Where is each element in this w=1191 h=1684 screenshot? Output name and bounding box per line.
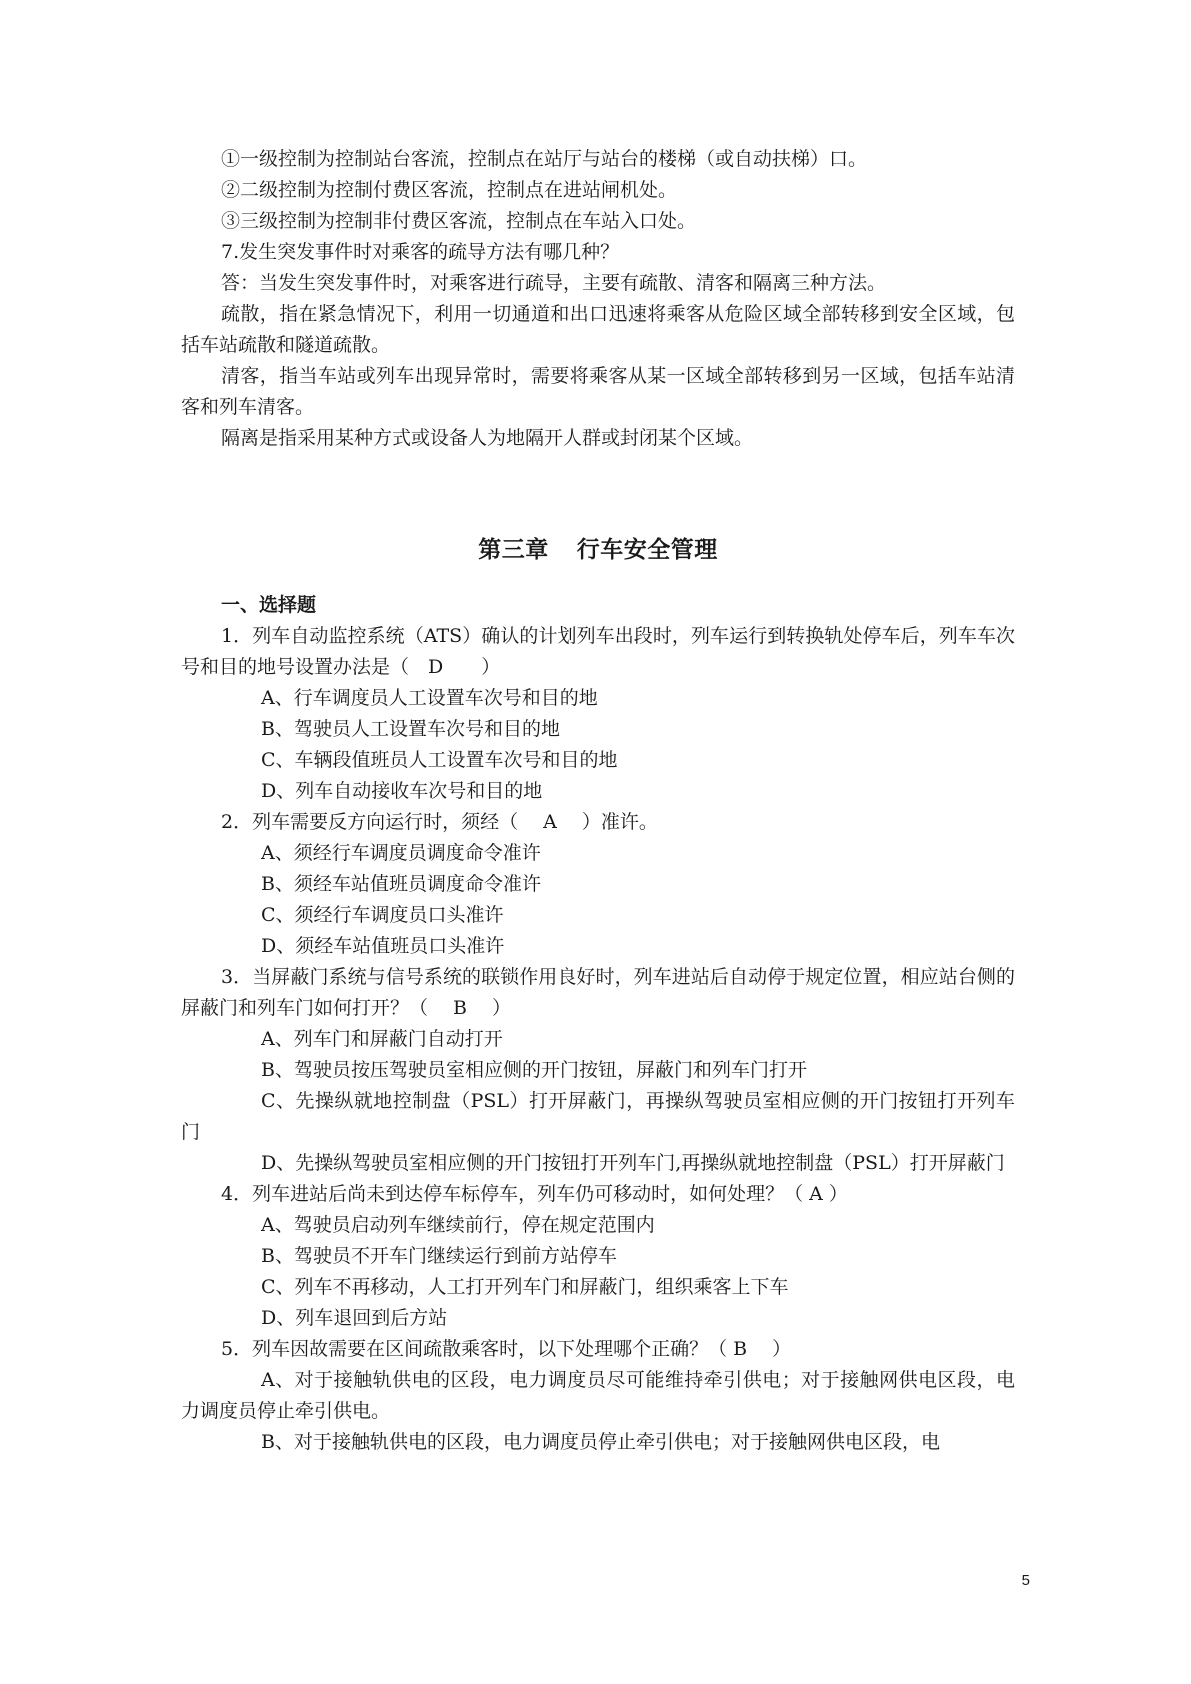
paragraph-control-level-3: ③三级控制为控制非付费区客流，控制点在车站入口处。 <box>221 210 697 232</box>
question-stem: 1．列车自动监控系统（ATS）确认的计划列车出段时，列车运行到转换轨处停车后，列车车次号和目的地号设置办法是（ D ） <box>181 625 1015 678</box>
question-option: A、列车门和屏蔽门自动打开 <box>261 1028 503 1050</box>
question-option: D、先操纵驾驶员室相应侧的开门按钮打开列车门,再操纵就地控制盘（PSL）打开屏蔽门 <box>261 1152 1005 1174</box>
paragraph-control-level-1: ①一级控制为控制站台客流，控制点在站厅与站台的楼梯（或自动扶梯）口。 <box>221 148 868 170</box>
chapter-title <box>181 534 1015 566</box>
question-stem: 2．列车需要反方向运行时，须经（ A ）准许。 <box>221 811 658 833</box>
spacer <box>181 566 1015 590</box>
question-option: C、须经行车调度员口头准许 <box>261 904 504 926</box>
question-option: C、先操纵就地控制盘（PSL）打开屏蔽门，再操纵驾驶员室相应侧的开门按钮打开列车门 <box>181 1090 1015 1143</box>
question-option: B、对于接触轨供电的区段，电力调度员停止牵引供电；对于接触网供电区段，电 <box>261 1431 940 1453</box>
question-option: C、列车不再移动，人工打开列车门和屏蔽门，组织乘客上下车 <box>261 1276 789 1298</box>
question-option: B、须经车站值班员调度命令准许 <box>261 873 541 895</box>
section-title: 一、选择题 <box>221 594 317 616</box>
question-option: C、车辆段值班员人工设置车次号和目的地 <box>261 749 618 771</box>
question-option: D、列车退回到后方站 <box>261 1307 448 1329</box>
question-option: B、驾驶员按压驾驶员室相应侧的开门按钮，屏蔽门和列车门打开 <box>261 1059 807 1081</box>
paragraph-evacuation: 疏散，指在紧急情况下，利用一切通道和出口迅速将乘客从危险区域全部转移到安全区域，包括车站疏散和隧道疏散。 <box>181 303 1015 356</box>
chapter-name: 行车安全管理 <box>576 537 718 563</box>
question-option: D、须经车站值班员口头准许 <box>261 935 505 957</box>
question-stem: 4．列车进站后尚未到达停车标停车，列车仍可移动时，如何处理？（ A ） <box>221 1183 848 1205</box>
spacer <box>181 454 1015 534</box>
question-option: A、驾驶员启动列车继续前行，停在规定范围内 <box>261 1214 655 1236</box>
question-option: A、对于接触轨供电的区段，电力调度员尽可能维持牵引供电；对于接触网供电区段，电力调度员停止牵引供电。 <box>181 1369 1015 1422</box>
question-option: B、驾驶员人工设置车次号和目的地 <box>261 718 560 740</box>
page-number: 5 <box>1021 1572 1030 1589</box>
question-7: 7.发生突发事件时对乘客的疏导方法有哪几种？ <box>221 241 620 263</box>
question-option: D、列车自动接收车次号和目的地 <box>261 780 543 802</box>
paragraph-control-level-2: ②二级控制为控制付费区客流，控制点在进站闸机处。 <box>221 179 678 201</box>
question-stem: 5．列车因故需要在区间疏散乘客时，以下处理哪个正确？（ B ） <box>221 1338 792 1360</box>
answer-7: 答：当发生突发事件时，对乘客进行疏导，主要有疏散、清客和隔离三种方法。 <box>221 272 887 294</box>
question-option: A、须经行车调度员调度命令准许 <box>261 842 541 864</box>
paragraph-isolation: 隔离是指采用某种方式或设备人为地隔开人群或封闭某个区域。 <box>221 427 754 449</box>
page-content <box>181 144 1015 1458</box>
question-option: A、行车调度员人工设置车次号和目的地 <box>261 687 598 709</box>
question-stem: 3．当屏蔽门系统与信号系统的联锁作用良好时，列车进站后自动停于规定位置，相应站台侧的屏蔽门和列车门如何打开？（ B ） <box>181 966 1015 1019</box>
question-option: B、驾驶员不开车门继续运行到前方站停车 <box>261 1245 617 1267</box>
chapter-number: 第三章 <box>478 537 549 563</box>
paragraph-clearing: 清客，指当车站或列车出现异常时，需要将乘客从某一区域全部转移到另一区域，包括车站清客和列车清客。 <box>181 365 1015 418</box>
